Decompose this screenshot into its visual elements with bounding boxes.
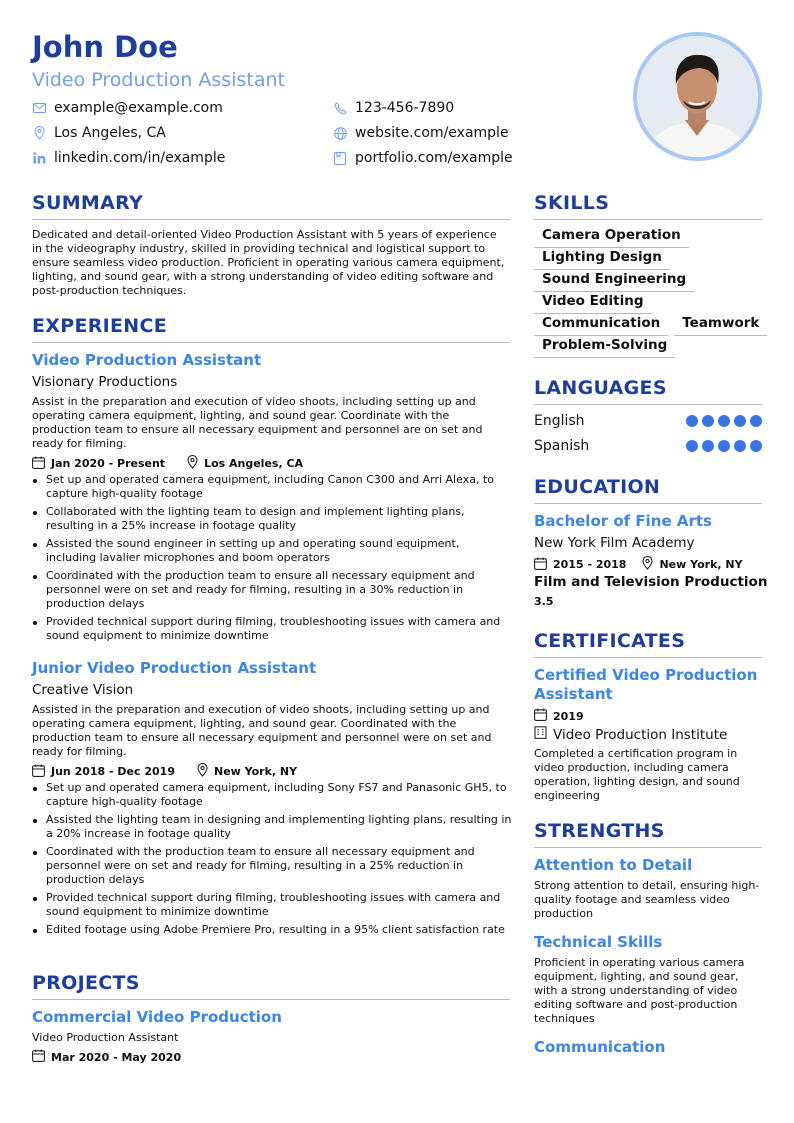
skill-tag: Sound Engineering (534, 270, 694, 292)
strength-text: Proficient in operating various camera equipment, lighting, and sound gear, with a strong understanding of video editing software and post-production techniques (534, 956, 745, 1025)
proficiency-dot (734, 415, 746, 427)
job-meta (32, 763, 297, 780)
summary-heading: SUMMARY (32, 192, 144, 214)
contact-phone[interactable] (333, 100, 454, 116)
portfolio-icon (333, 151, 347, 165)
person-portrait-icon (637, 36, 758, 157)
building-icon (534, 726, 547, 743)
strength-title: Technical Skills (534, 933, 663, 951)
contact-location (32, 125, 166, 141)
job-description: Assist in the preparation and execution of video shoots, including setting up and operating camera equipment, lighting, and sound gear. Coordinate with the production team to ensure all necessary equipment and personnel are on set and ready for filming. (32, 395, 483, 450)
location-pin-icon (642, 556, 653, 573)
globe-icon (333, 126, 347, 140)
email-text: example@example.com (54, 100, 223, 116)
certificate-meta (534, 708, 584, 724)
phone-text: 123-456-7890 (355, 100, 455, 116)
skills-list (534, 226, 762, 358)
list-item: Assisted the lighting team in designing and implementing lighting plans, resulting in a 20% increase in footage quality (32, 813, 512, 841)
location-text: Los Angeles, CA (54, 125, 166, 141)
certificates-divider (534, 657, 762, 658)
languages-divider (534, 404, 762, 405)
candidate-title: Video Production Assistant (32, 69, 285, 91)
education-heading: EDUCATION (534, 476, 661, 498)
projects-divider (32, 999, 510, 1000)
calendar-icon (32, 764, 45, 780)
contact-portfolio[interactable] (333, 150, 513, 166)
education-divider (534, 503, 762, 504)
certificate-year: 2019 (553, 709, 584, 723)
proficiency-dot (702, 440, 714, 452)
experience-heading: EXPERIENCE (32, 315, 168, 337)
job-location: Los Angeles, CA (204, 457, 304, 470)
calendar-icon (534, 557, 547, 573)
skill-tag: Problem-Solving (534, 336, 675, 358)
location-pin-icon (197, 763, 208, 780)
list-item: Provided technical support during filming, troubleshooting issues with camera and sound equipment to minimize downtime (32, 615, 512, 643)
skill-tag: Video Editing (534, 292, 652, 314)
strength-title: Attention to Detail (534, 856, 693, 874)
proficiency-dot (718, 415, 730, 427)
field-of-study: Film and Television Production (534, 574, 768, 590)
project-dates: Mar 2020 - May 2020 (51, 1050, 182, 1064)
website-text: website.com/example (355, 125, 509, 141)
education-location: New York, NY (659, 558, 743, 571)
company-name: Creative Vision (32, 682, 134, 698)
job-bullets (32, 473, 512, 647)
skill-tag: Lighting Design (534, 248, 670, 270)
job-title: Video Production Assistant (32, 351, 262, 369)
strengths-divider (534, 847, 762, 848)
proficiency-dots (686, 440, 762, 452)
candidate-name: John Doe (32, 30, 178, 64)
portfolio-text: portfolio.com/example (355, 150, 513, 166)
proficiency-dot (734, 440, 746, 452)
calendar-icon (32, 456, 45, 472)
phone-icon (333, 101, 347, 115)
education-dates: 2015 - 2018 (553, 558, 627, 571)
language-row (534, 413, 762, 429)
profile-photo (633, 32, 762, 161)
company-name: Visionary Productions (32, 374, 178, 390)
projects-heading: PROJECTS (32, 972, 140, 994)
degree-title: Bachelor of Fine Arts (534, 512, 712, 530)
contact-linkedin[interactable] (32, 150, 225, 166)
job-dates: Jun 2018 - Dec 2019 (51, 765, 175, 778)
list-item: Collaborated with the lighting team to design and implement lighting plans, resulting in a 25% increase in footage quality (32, 505, 512, 533)
summary-divider (32, 219, 510, 220)
job-title: Junior Video Production Assistant (32, 659, 317, 677)
strengths-heading: STRENGTHS (534, 820, 665, 842)
location-pin-icon (187, 455, 198, 472)
proficiency-dot (718, 440, 730, 452)
strength-text: Strong attention to detail, ensuring high-quality footage and seamless video production (534, 879, 760, 920)
skill-tag: Camera Operation (534, 226, 689, 248)
skills-heading: SKILLS (534, 192, 610, 214)
language-name: English (534, 413, 585, 429)
project-title: Commercial Video Production (32, 1008, 282, 1026)
calendar-icon (32, 1049, 45, 1065)
issuer-name: Video Production Institute (553, 726, 728, 743)
language-row (534, 438, 762, 454)
contact-website[interactable] (333, 125, 509, 141)
list-item: Coordinated with the production team to ensure all necessary equipment and personnel were on set and ready for filming, resulting in a 25% reduction in production delays (32, 845, 512, 887)
list-item: Coordinated with the production team to ensure all necessary equipment and personnel were on set and ready for filming, resulting in a 30% reduction in production delays (32, 569, 512, 611)
proficiency-dot (686, 415, 698, 427)
linkedin-text: linkedin.com/in/example (54, 150, 226, 166)
job-location: New York, NY (213, 765, 298, 778)
languages-heading: LANGUAGES (534, 377, 667, 399)
gpa: 3.5 (534, 595, 554, 608)
school-name: New York Film Academy (534, 535, 695, 551)
job-meta (32, 455, 303, 472)
mail-icon (32, 101, 46, 115)
list-item: Set up and operated camera equipment, including Sony FS7 and Panasonic GH5, to capture high-quality footage (32, 781, 512, 809)
project-role: Video Production Assistant (32, 1031, 179, 1044)
list-item: Assisted the sound engineer in setting up and operating sound equipment, including lavalier microphones and boom operators (32, 537, 512, 565)
proficiency-dot (686, 440, 698, 452)
job-bullets (32, 781, 512, 941)
list-item: Provided technical support during filming, troubleshooting issues with camera and sound equipment to minimize downtime (32, 891, 512, 919)
skill-tag: Teamwork (674, 314, 767, 336)
experience-divider (32, 342, 510, 343)
job-description: Assisted in the preparation and execution of video shoots, including setting up and operating camera equipment, lighting, and sound gear. Coordinated with the production team to ensure all necessary equipment and personnel were on set and ready for filming. (32, 703, 492, 758)
project-meta (32, 1049, 181, 1065)
certificate-description: Completed a certification program in video production, including camera operation, lighting design, and sound engineering (534, 747, 740, 802)
proficiency-dot (750, 440, 762, 452)
skills-divider (534, 219, 762, 220)
proficiency-dots (686, 415, 762, 427)
certificate-title: Certified Video Production Assistant (534, 666, 758, 703)
list-item: Edited footage using Adobe Premiere Pro, resulting in a 95% client satisfaction rate (32, 923, 512, 937)
education-meta (534, 556, 743, 573)
proficiency-dot (702, 415, 714, 427)
linkedin-icon (32, 151, 46, 165)
contact-email[interactable] (32, 100, 223, 116)
list-item: Set up and operated camera equipment, including Canon C300 and Arri Alexa, to capture high-quality footage (32, 473, 512, 501)
certificate-issuer (534, 726, 727, 743)
calendar-icon (534, 708, 547, 724)
job-dates: Jan 2020 - Present (51, 457, 166, 470)
certificates-heading: CERTIFICATES (534, 630, 686, 652)
summary-text: Dedicated and detail-oriented Video Production Assistant with 5 years of experience in the videography industry, skilled in providing technical and logistical support to ensure seamless video production. Proficient in operating various camera equipment, lighting, and sound gear, with a strong understanding of video editing software and post-production techniques. (32, 228, 505, 297)
proficiency-dot (750, 415, 762, 427)
location-pin-icon (32, 126, 46, 140)
skill-tag: Communication (534, 314, 668, 336)
strength-title: Communication (534, 1038, 666, 1056)
language-name: Spanish (534, 438, 590, 454)
